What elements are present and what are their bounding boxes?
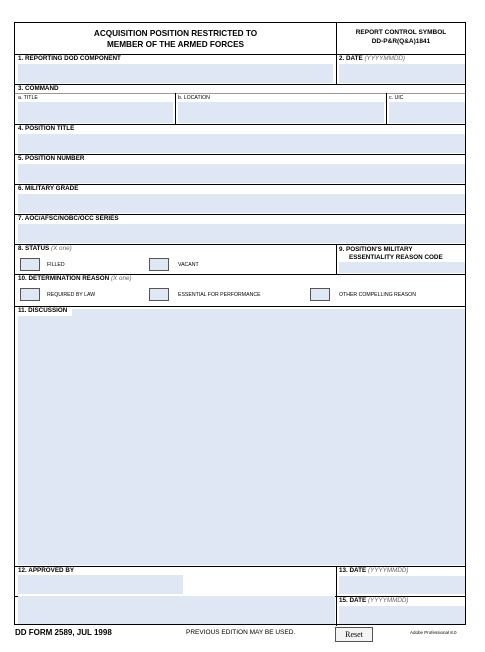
divider [15,244,465,245]
reason-performance-checkbox[interactable] [149,288,169,301]
divider [336,244,337,274]
approved-by-label: 12. APPROVED BY [18,567,75,574]
divider [336,566,337,626]
discussion-input[interactable] [18,316,465,565]
status-vacant-checkbox[interactable] [149,258,169,271]
status-filled-label: FILLED [47,262,65,268]
form-frame [14,22,466,625]
status-vacant-label: VACANT [178,262,199,268]
reason-law-label: REQUIRED BY LAW [47,292,96,298]
divider [15,306,465,307]
military-grade-label: 6. MILITARY GRADE [18,185,79,192]
divider [15,184,465,185]
rcs-code: DD-P&R(Q&A)1841 [371,38,431,45]
essentiality-code-input[interactable] [339,262,465,273]
reporting-component-label: 1. REPORTING DOD COMPONENT [18,55,121,62]
reason-performance-label: ESSENTIAL FOR PERFORMANCE [178,292,261,298]
divider [15,124,465,125]
divider [386,93,387,124]
position-number-label: 5. POSITION NUMBER [18,155,85,162]
position-number-input[interactable] [18,164,465,183]
date-2-input[interactable] [339,64,465,83]
command-uic-input[interactable] [389,102,465,123]
date-2-label: 2. DATE (YYYYMMDD) [339,55,406,62]
date-15-label: 15. DATE (YYYYMMDD) [339,597,409,604]
reporting-component-input[interactable] [18,64,333,83]
divider [175,93,176,124]
date-15-input[interactable] [339,606,465,624]
date-13-input[interactable] [339,576,465,594]
report-control-symbol [336,28,466,46]
divider [15,84,465,85]
reset-button[interactable]: Reset [335,627,373,642]
position-title-label: 4. POSITION TITLE [18,125,75,132]
form-number: DD FORM 2589, JUL 1998 [15,628,112,637]
previous-edition-note: PREVIOUS EDITION MAY BE USED. [186,629,296,636]
command-title-input[interactable] [18,102,173,123]
reason-other-label: OTHER COMPELLING REASON [339,292,416,298]
command-title-label: a. TITLE [18,95,38,101]
command-label: 3. COMMAND [18,85,59,92]
rcs-label: REPORT CONTROL SYMBOL [355,29,447,36]
discussion-label: 11. DISCUSSION [18,307,68,314]
command-uic-label: c. UIC [389,95,404,101]
date-13-label: 13. DATE (YYYYMMDD) [339,567,409,574]
aoc-series-label: 7. AOC/AFSC/NOBC/OCC SERIES [18,215,119,222]
essentiality-code-label: 9. POSITION'S MILITARY ESSENTIALITY REASON CODE [339,246,443,261]
military-grade-input[interactable] [18,194,465,213]
software-version: Adobe Professional 8.0 [410,630,457,635]
form-title-line1: ACQUISITION POSITION RESTRICTED TO [93,29,258,38]
status-filled-checkbox[interactable] [20,258,40,271]
reason-law-checkbox[interactable] [20,288,40,301]
status-label: 8. STATUS (X one) [18,245,72,252]
form-title [15,28,336,50]
determination-reason-label: 10. DETERMINATION REASON (X one) [18,275,132,282]
divider [15,93,465,94]
command-location-label: b. LOCATION [178,95,210,101]
usd-recommendation-input[interactable] [18,596,335,624]
command-location-input[interactable] [178,102,384,123]
aoc-series-input[interactable] [18,224,465,243]
position-title-input[interactable] [18,134,465,153]
approved-by-input[interactable] [18,575,183,594]
reason-other-checkbox[interactable] [310,288,330,301]
form-title-line2: MEMBER OF THE ARMED FORCES [106,40,245,49]
discussion-input-top[interactable] [72,309,465,316]
